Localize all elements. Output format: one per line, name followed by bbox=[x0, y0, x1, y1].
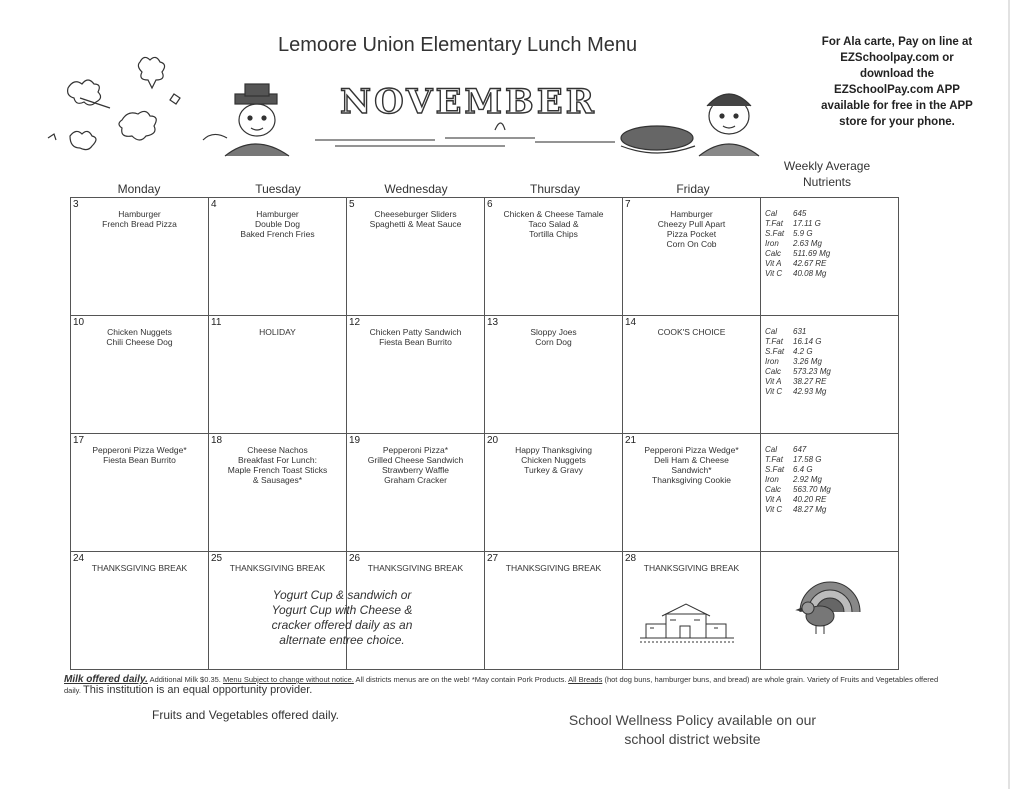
nutrient-label: Cal bbox=[765, 445, 778, 454]
nutrient-value: 645 bbox=[793, 209, 807, 218]
nutrient-row bbox=[765, 485, 898, 495]
nutrient-label: Vit A bbox=[765, 495, 782, 504]
day-header-wednesday: Wednesday bbox=[384, 182, 448, 196]
menu-item: Chili Cheese Dog bbox=[106, 337, 173, 347]
nutrient-row bbox=[765, 445, 898, 455]
date-number: 7 bbox=[625, 199, 631, 210]
menu-subject-note: Menu Subject to change without notice. bbox=[222, 675, 354, 684]
breads-label: All Breads bbox=[568, 675, 603, 684]
nutrient-value: 4.2 G bbox=[793, 347, 813, 356]
nutrient-value: 42.67 RE bbox=[793, 259, 827, 268]
week-row bbox=[71, 198, 899, 316]
menu-items bbox=[485, 563, 622, 573]
menu-items bbox=[485, 445, 622, 475]
day-cell bbox=[209, 434, 347, 552]
day-cell bbox=[347, 198, 485, 316]
menu-item: THANKSGIVING BREAK bbox=[367, 563, 464, 573]
nutrient-row bbox=[765, 269, 898, 279]
alternate-line: cracker offered daily as an bbox=[271, 618, 413, 632]
date-number: 14 bbox=[625, 317, 637, 328]
nutrient-value: 38.27 RE bbox=[793, 377, 827, 386]
nutrient-list bbox=[765, 327, 898, 397]
nutrient-row bbox=[765, 475, 898, 485]
menu-item: Corn Dog bbox=[535, 337, 572, 347]
menu-items bbox=[209, 445, 346, 485]
weekly-average-line: Weekly Average bbox=[783, 159, 871, 173]
schoolhouse-icon bbox=[636, 600, 738, 644]
menu-items bbox=[485, 327, 622, 347]
nutrient-row bbox=[765, 229, 898, 239]
menu-item: & Sausages* bbox=[252, 475, 303, 485]
menu-item: Baked French Fries bbox=[240, 229, 315, 239]
nutrient-label: Iron bbox=[765, 239, 779, 248]
date-number: 28 bbox=[625, 553, 637, 564]
menu-item: Chicken Nuggets bbox=[521, 455, 586, 465]
day-cell bbox=[485, 434, 623, 552]
nutrient-value: 3.26 Mg bbox=[793, 357, 822, 366]
day-cell bbox=[623, 434, 761, 552]
menu-items bbox=[209, 209, 346, 239]
menu-items bbox=[71, 209, 208, 229]
nutrient-row bbox=[765, 347, 898, 357]
nutrient-label: Vit A bbox=[765, 259, 782, 268]
wellness-policy-note bbox=[550, 711, 835, 749]
weekly-nutrients-cell bbox=[761, 316, 899, 434]
weekly-nutrients-cell bbox=[761, 434, 899, 552]
menu-item: Fiesta Bean Burrito bbox=[103, 455, 176, 465]
nutrient-list bbox=[765, 209, 898, 279]
menu-item: THANKSGIVING BREAK bbox=[643, 563, 740, 573]
day-header-monday: Monday bbox=[117, 182, 161, 196]
alternate-entree-note bbox=[236, 588, 448, 648]
menu-item: Hamburger bbox=[118, 209, 161, 219]
wellness-line: School Wellness Policy available on our bbox=[568, 712, 817, 728]
day-cell bbox=[485, 316, 623, 434]
date-number: 26 bbox=[349, 553, 361, 564]
day-cell bbox=[71, 552, 209, 670]
menu-item: THANKSGIVING BREAK bbox=[91, 563, 188, 573]
menu-items bbox=[623, 445, 760, 485]
alternate-line: alternate entree choice. bbox=[279, 633, 405, 647]
nutrient-value: 16.14 G bbox=[793, 337, 822, 346]
menu-item: Sandwich* bbox=[671, 465, 712, 475]
day-cell bbox=[71, 198, 209, 316]
nutrient-label: Vit C bbox=[765, 269, 783, 278]
month-heading: NOVEMBER bbox=[340, 82, 597, 122]
menu-item: COOK'S CHOICE bbox=[657, 327, 726, 337]
ala-carte-note bbox=[802, 34, 992, 130]
nutrient-value: 40.08 Mg bbox=[793, 269, 827, 278]
day-cell bbox=[485, 198, 623, 316]
nutrient-value: 40.20 RE bbox=[793, 495, 827, 504]
menu-items bbox=[485, 209, 622, 239]
ala-carte-line: available for free in the APP bbox=[821, 100, 973, 112]
page-title: Lemoore Union Elementary Lunch Menu bbox=[278, 34, 638, 56]
menu-items bbox=[209, 563, 346, 573]
autumn-leaves-illustration bbox=[40, 50, 190, 160]
menu-items bbox=[347, 445, 484, 485]
day-cell bbox=[71, 316, 209, 434]
day-cell bbox=[347, 316, 485, 434]
date-number: 10 bbox=[73, 317, 85, 328]
menu-item: HOLIDAY bbox=[259, 327, 296, 337]
nutrient-row bbox=[765, 259, 898, 269]
date-number: 4 bbox=[211, 199, 217, 210]
nutrient-list bbox=[765, 445, 898, 515]
menu-calendar-grid bbox=[70, 197, 899, 670]
nutrient-value: 42.93 Mg bbox=[793, 387, 827, 396]
nutrient-label: Calc bbox=[765, 249, 782, 258]
nutrient-label: Cal bbox=[765, 209, 778, 218]
date-number: 6 bbox=[487, 199, 493, 210]
nutrient-row bbox=[765, 505, 898, 515]
menu-item: Sloppy Joes bbox=[530, 327, 577, 337]
day-cell bbox=[209, 198, 347, 316]
nutrient-value: 2.92 Mg bbox=[793, 475, 822, 484]
nutrient-row bbox=[765, 495, 898, 505]
ala-carte-line: EZSchoolPay.com APP bbox=[834, 84, 960, 96]
day-cell bbox=[209, 316, 347, 434]
ala-carte-line: download the bbox=[859, 68, 935, 80]
menu-items bbox=[347, 327, 484, 347]
nutrient-label: T.Fat bbox=[765, 455, 783, 464]
nutrient-label: S.Fat bbox=[765, 465, 785, 474]
nutrient-value: 511.69 Mg bbox=[793, 249, 831, 258]
nutrient-label: T.Fat bbox=[765, 219, 783, 228]
nutrient-label: S.Fat bbox=[765, 229, 785, 238]
weekly-average-header bbox=[772, 158, 882, 190]
footer-notice bbox=[64, 674, 944, 696]
date-number: 12 bbox=[349, 317, 361, 328]
nutrient-row bbox=[765, 219, 898, 229]
nutrient-label: S.Fat bbox=[765, 347, 785, 356]
menu-item: Maple French Toast Sticks bbox=[227, 465, 328, 475]
nutrient-label: Iron bbox=[765, 475, 779, 484]
menu-item: Double Dog bbox=[255, 219, 300, 229]
menu-items bbox=[623, 327, 760, 337]
date-number: 18 bbox=[211, 435, 223, 446]
date-number: 24 bbox=[73, 553, 85, 564]
ala-carte-line: EZSchoolpay.com or bbox=[840, 52, 954, 64]
menu-item: Chicken Nuggets bbox=[107, 327, 172, 337]
menu-item: Tortilla Chips bbox=[529, 229, 578, 239]
nutrient-label: Calc bbox=[765, 485, 782, 494]
menu-items bbox=[347, 563, 484, 573]
nutrient-value: 573.23 Mg bbox=[793, 367, 831, 376]
equal-opportunity-note: This institution is an equal opportunity provider. bbox=[83, 684, 313, 696]
menu-items bbox=[623, 563, 760, 573]
nutrient-label: T.Fat bbox=[765, 337, 783, 346]
alternate-line: Yogurt Cup with Cheese & bbox=[271, 603, 413, 617]
menu-item: Strawberry Waffle bbox=[381, 465, 450, 475]
menu-item: Corn On Cob bbox=[666, 239, 717, 249]
nutrient-row bbox=[765, 387, 898, 397]
nutrient-row bbox=[765, 465, 898, 475]
nutrient-label: Vit C bbox=[765, 505, 783, 514]
additional-milk-note: Additional Milk $0.35. bbox=[147, 675, 223, 684]
date-number: 13 bbox=[487, 317, 499, 328]
districts-note: All districts menus are on the web! *May contain Pork Products. bbox=[353, 675, 569, 684]
menu-item: Spaghetti & Meat Sauce bbox=[369, 219, 462, 229]
date-number: 25 bbox=[211, 553, 223, 564]
nutrient-row bbox=[765, 337, 898, 347]
menu-items bbox=[71, 445, 208, 465]
ala-carte-line: For Ala carte, Pay on line at bbox=[821, 36, 973, 48]
day-header-tuesday: Tuesday bbox=[255, 182, 301, 196]
fruits-vegetables-note: Fruits and Vegetables offered daily. bbox=[152, 708, 340, 722]
menu-item: Taco Salad & bbox=[528, 219, 579, 229]
nutrient-row bbox=[765, 455, 898, 465]
day-header-friday: Friday bbox=[676, 182, 710, 196]
date-number: 19 bbox=[349, 435, 361, 446]
menu-item: Happy Thanksgiving bbox=[515, 445, 592, 455]
nutrient-value: 563.70 Mg bbox=[793, 485, 831, 494]
nutrient-value: 5.9 G bbox=[793, 229, 813, 238]
nutrient-row bbox=[765, 239, 898, 249]
day-cell bbox=[485, 552, 623, 670]
breads-note: (hot dog buns, hamburger buns, and bread) are whole grain. Variety of Fruits and Vegetables offered daily. bbox=[64, 675, 939, 695]
menu-items bbox=[71, 563, 208, 573]
menu-items bbox=[71, 327, 208, 347]
menu-item: Deli Ham & Cheese bbox=[654, 455, 729, 465]
milk-note: Milk offered daily. bbox=[64, 674, 148, 685]
nutrient-row bbox=[765, 357, 898, 367]
ala-carte-line: store for your phone. bbox=[839, 116, 955, 128]
nutrient-label: Cal bbox=[765, 327, 778, 336]
menu-item: Thanksgiving Cookie bbox=[652, 475, 731, 485]
menu-item: Chicken Patty Sandwich bbox=[369, 327, 462, 337]
menu-item: French Bread Pizza bbox=[102, 219, 177, 229]
nutrient-row bbox=[765, 327, 898, 337]
weekly-nutrients-cell bbox=[761, 198, 899, 316]
menu-item: Breakfast For Lunch: bbox=[238, 455, 317, 465]
nutrient-label: Calc bbox=[765, 367, 782, 376]
day-cell bbox=[347, 434, 485, 552]
menu-item: Fiesta Bean Burrito bbox=[379, 337, 452, 347]
day-cell bbox=[71, 434, 209, 552]
nutrient-value: 2.63 Mg bbox=[793, 239, 822, 248]
nutrient-label: Vit A bbox=[765, 377, 782, 386]
menu-item: Turkey & Gravy bbox=[524, 465, 583, 475]
nutrient-label: Vit C bbox=[765, 387, 783, 396]
menu-item: Pepperoni Pizza Wedge* bbox=[644, 445, 739, 455]
weekly-average-line: Nutrients bbox=[802, 175, 852, 189]
nutrient-row bbox=[765, 377, 898, 387]
menu-item: Chicken & Cheese Tamale bbox=[503, 209, 604, 219]
week-row bbox=[71, 434, 899, 552]
page-edge-shadow bbox=[1008, 0, 1010, 789]
week-row bbox=[71, 552, 899, 670]
nutrient-value: 17.58 G bbox=[793, 455, 822, 464]
nutrient-row bbox=[765, 367, 898, 377]
turkey-icon bbox=[790, 572, 870, 638]
date-number: 5 bbox=[349, 199, 355, 210]
nutrient-row bbox=[765, 209, 898, 219]
date-number: 27 bbox=[487, 553, 499, 564]
menu-item: Cheese Nachos bbox=[247, 445, 308, 455]
nutrient-value: 17.11 G bbox=[793, 219, 821, 228]
menu-item: Pepperoni Pizza Wedge* bbox=[92, 445, 187, 455]
wellness-line: school district website bbox=[624, 731, 761, 747]
menu-item: Grilled Cheese Sandwich bbox=[367, 455, 464, 465]
menu-items bbox=[347, 209, 484, 229]
menu-item: Hamburger bbox=[256, 209, 299, 219]
menu-item: THANKSGIVING BREAK bbox=[505, 563, 602, 573]
date-number: 11 bbox=[211, 317, 222, 328]
nutrient-value: 647 bbox=[793, 445, 807, 454]
week-row bbox=[71, 316, 899, 434]
date-number: 3 bbox=[73, 199, 79, 210]
menu-items bbox=[209, 327, 346, 337]
day-cell bbox=[623, 316, 761, 434]
menu-item: Cheeseburger Sliders bbox=[374, 209, 457, 219]
menu-item: Cheezy Pull Apart bbox=[657, 219, 726, 229]
nutrient-value: 48.27 Mg bbox=[793, 505, 827, 514]
alternate-line: Yogurt Cup & sandwich or bbox=[272, 588, 412, 602]
menu-items bbox=[623, 209, 760, 249]
menu-item: Pizza Pocket bbox=[666, 229, 717, 239]
nutrient-value: 6.4 G bbox=[793, 465, 813, 474]
menu-item: THANKSGIVING BREAK bbox=[229, 563, 326, 573]
date-number: 21 bbox=[625, 435, 637, 446]
date-number: 20 bbox=[487, 435, 499, 446]
day-header-thursday: Thursday bbox=[529, 182, 581, 196]
menu-item: Pepperoni Pizza* bbox=[382, 445, 449, 455]
nutrient-label: Iron bbox=[765, 357, 779, 366]
menu-item: Hamburger bbox=[670, 209, 713, 219]
nutrient-value: 631 bbox=[793, 327, 807, 336]
date-number: 17 bbox=[73, 435, 85, 446]
nutrient-row bbox=[765, 249, 898, 259]
day-cell bbox=[623, 198, 761, 316]
menu-item: Graham Cracker bbox=[384, 475, 447, 485]
